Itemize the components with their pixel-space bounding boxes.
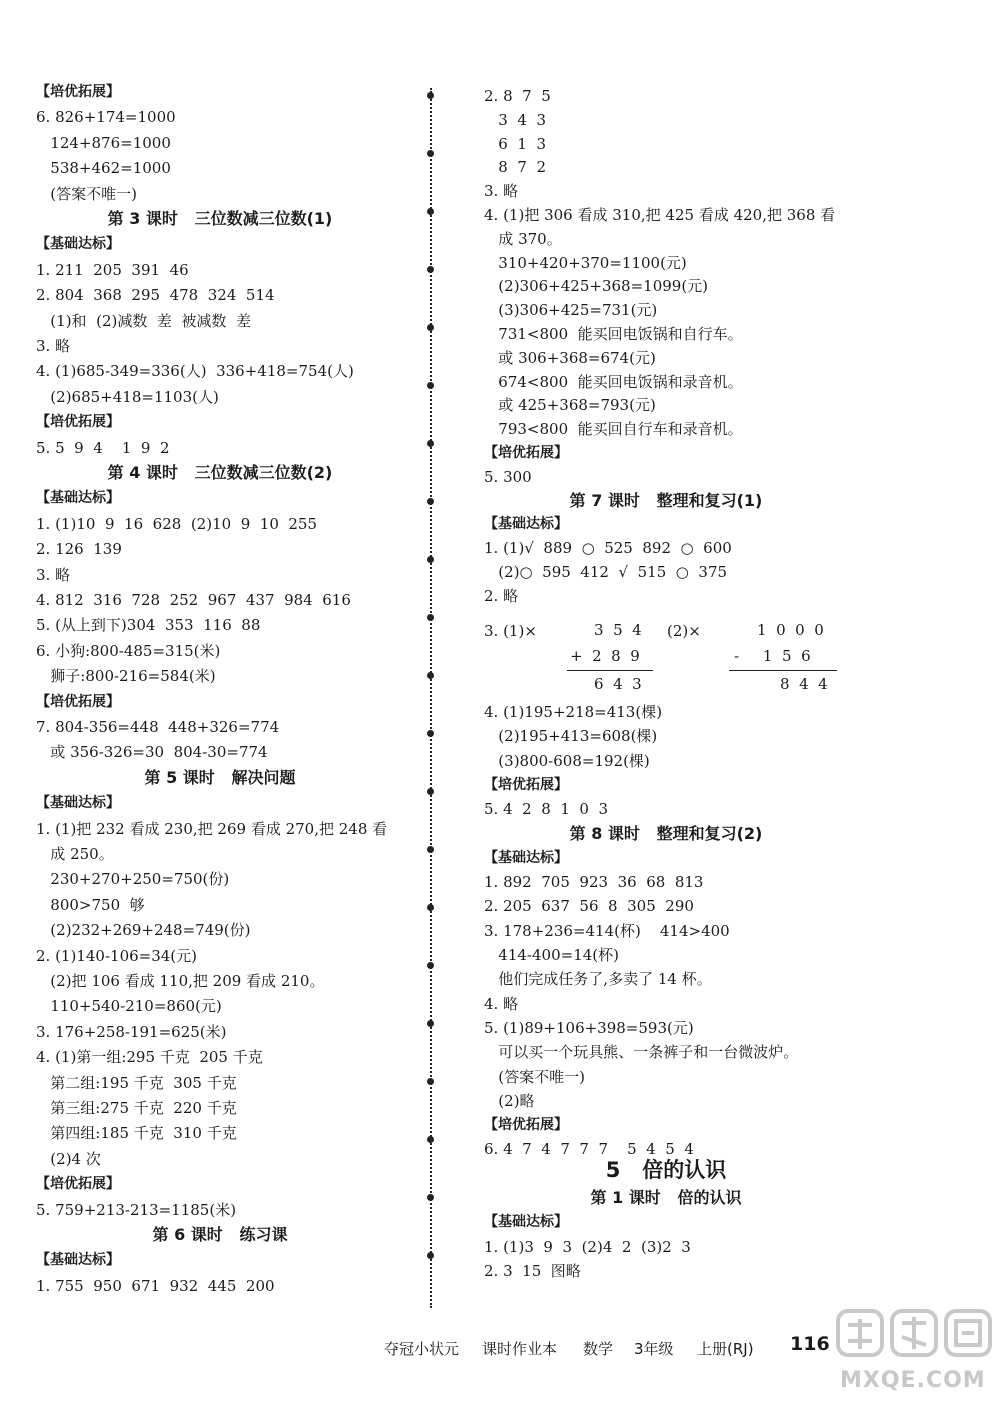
- answer-line: 3 4 3: [484, 110, 547, 129]
- lesson-heading: 第 8 课时 整理和复习(2): [569, 823, 763, 843]
- calc-left-addend: + 2 8 9: [570, 647, 640, 665]
- footer-brand: 夺冠小状元: [384, 1340, 460, 1358]
- divider-dot: [427, 614, 434, 621]
- section-heading: 【培优拓展】: [36, 84, 120, 100]
- section-heading: 【基础达标】: [484, 849, 568, 866]
- answer-line: (2)232+269+248=749(份): [36, 921, 251, 940]
- answer-line: (2)685+418=1103(人): [36, 387, 219, 406]
- divider-dot: [427, 266, 434, 273]
- answer-line: 他们完成任务了,多卖了 14 杯。: [484, 970, 712, 989]
- answer-line: (2)○ 595 412 √ 515 ○ 375: [484, 563, 728, 581]
- answer-line: 2. 804 368 295 478 324 514: [36, 286, 275, 305]
- section-heading: 【基础达标】: [484, 1214, 568, 1231]
- answer-line: 1. (1)√ 889 ○ 525 892 ○ 600: [484, 539, 732, 558]
- answer-line: 110+540-210=860(元): [36, 997, 222, 1016]
- answer-line: 800>750 够: [36, 895, 145, 914]
- answer-line: 6. 4 7 4 7 7 7 5 4 5 4: [484, 1140, 694, 1159]
- calc-right-result: 8 4 4: [780, 675, 828, 693]
- answer-line: 2. 8 7 5: [484, 87, 551, 105]
- answer-line: 成 370。: [484, 229, 562, 248]
- answer-line: 2. 略: [484, 586, 519, 605]
- divider-dot: [427, 962, 434, 969]
- answer-line: 或 425+368=793(元): [484, 396, 656, 415]
- section-heading: 【培优拓展】: [484, 776, 568, 793]
- answer-line: (3)306+425=731(元): [484, 301, 658, 320]
- answer-line: 3. 略: [36, 565, 71, 584]
- footer-grade: 3年级: [634, 1340, 674, 1358]
- answer-line: (答案不唯一): [36, 184, 138, 203]
- answer-line: 4. 812 316 728 252 967 437 984 616: [36, 591, 351, 609]
- answer-line: 6. 826+174=1000: [36, 108, 176, 127]
- answer-line: 230+270+250=750(份): [36, 870, 230, 889]
- divider-dot: [427, 730, 434, 737]
- lesson-heading: 第 1 课时 倍的认识: [590, 1188, 742, 1207]
- answer-line: 2. (1)140-106=34(元): [36, 946, 198, 965]
- answer-line: (2)4 次: [36, 1149, 101, 1168]
- answer-line: 2. 126 139: [36, 540, 122, 559]
- calc-left-top: 3 5 4: [594, 621, 642, 639]
- answer-line: (2)把 106 看成 110,把 209 看成 210。: [36, 972, 325, 990]
- section-heading: 【培优拓展】: [36, 414, 120, 431]
- answer-line: 538+462=1000: [36, 159, 171, 178]
- answer-line: 5. 300: [484, 467, 532, 486]
- answer-line: (2)略: [484, 1091, 535, 1110]
- answer-line: 2. 3 15 图略: [484, 1261, 581, 1280]
- answer-line: 1. 211 205 391 46: [36, 260, 189, 279]
- section-heading: 【基础达标】: [36, 1252, 120, 1269]
- divider-dot: [427, 440, 434, 447]
- answer-line: 3. 178+236=414(杯) 414>400: [484, 921, 730, 940]
- lesson-heading: 第 4 课时 三位数减三位数(2): [107, 463, 333, 482]
- answer-line: (2)195+413=608(棵): [484, 727, 658, 746]
- divider-dot: [427, 92, 434, 99]
- answer-line: (2)306+425+368=1099(元): [484, 277, 709, 296]
- answer-line: (答案不唯一): [484, 1067, 586, 1086]
- divider-dot: [427, 904, 434, 911]
- answer-line: (3)800-608=192(棵): [484, 751, 650, 770]
- lesson-heading: 5 倍的认识: [605, 1157, 727, 1182]
- calc-left-result: 6 4 3: [594, 675, 642, 693]
- answer-line: 1. 755 950 671 932 445 200: [36, 1276, 275, 1295]
- divider-dot: [427, 324, 434, 331]
- footer-volume: 上册(RJ): [697, 1340, 754, 1358]
- section-heading: 【培优拓展】: [484, 1117, 568, 1134]
- answer-line: 第三组:275 千克 220 千克: [36, 1099, 237, 1117]
- watermark-text: MXQE.COM: [840, 1368, 986, 1393]
- divider-dot: [427, 208, 434, 215]
- answer-line: 3. 略: [484, 182, 519, 201]
- footer-book: 课时作业本: [482, 1340, 558, 1358]
- divider-dot: [427, 150, 434, 157]
- answer-line: 4. (1)把 306 看成 310,把 425 看成 420,把 368 看: [484, 206, 836, 224]
- answer-line: 狮子:800-216=584(米): [36, 667, 216, 686]
- lesson-heading: 第 6 课时 练习课: [152, 1225, 288, 1244]
- section-heading: 【基础达标】: [36, 795, 120, 812]
- answer-line: 5. 4 2 8 1 0 3: [484, 800, 609, 819]
- answer-line: 7. 804-356=448 448+326=774: [36, 718, 280, 736]
- answer-line: 1. (1)把 232 看成 230,把 269 看成 270,把 248 看: [36, 819, 388, 838]
- lesson-heading: 第 3 课时 三位数减三位数(1): [107, 209, 333, 228]
- answer-line: 1. (1)3 9 3 (2)4 2 (3)2 3: [484, 1237, 691, 1256]
- divider-dot: [427, 556, 434, 563]
- answer-line: 或 306+368=674(元): [484, 348, 656, 367]
- footer-subject: 数学: [583, 1340, 614, 1358]
- divider-dot: [427, 846, 434, 853]
- answer-line: 5. 5 9 4 1 9 2: [36, 438, 170, 457]
- divider-dot: [427, 1194, 434, 1201]
- section-heading: 【基础达标】: [36, 490, 120, 507]
- section-heading: 【基础达标】: [36, 236, 120, 253]
- lesson-heading: 第 5 课时 解决问题: [144, 767, 296, 787]
- answer-line: 5. 759+213-213=1185(米): [36, 1200, 237, 1219]
- answer-line: (1)和 (2)减数 差 被减数 差: [36, 311, 251, 330]
- answer-line: 4. 略: [484, 994, 519, 1013]
- divider-dot: [427, 382, 434, 389]
- answer-line: 6. 小狗:800-485=315(米): [36, 641, 221, 660]
- calc-right-subtrahend: - 1 5 6: [734, 647, 811, 665]
- answer-line: 3. 略: [36, 337, 71, 355]
- answer-line: 或 356-326=30 804-30=774: [36, 743, 268, 762]
- answer-line: 6 1 3: [484, 134, 547, 153]
- answer-line: 3. 176+258-191=625(米): [36, 1022, 227, 1041]
- page-number: 116: [790, 1333, 830, 1355]
- answer-line: 第四组:185 千克 310 千克: [36, 1124, 237, 1143]
- answer-line: 5. (1)89+106+398=593(元): [484, 1018, 694, 1037]
- answer-line: 793<800 能买回自行车和录音机。: [484, 420, 743, 439]
- answer-line: 8 7 2: [484, 158, 547, 177]
- answer-line: 2. 205 637 56 8 305 290: [484, 897, 694, 916]
- divider-dot: [427, 1136, 434, 1143]
- calc-left-rule: [567, 670, 653, 671]
- calc-left-label: 3. (1)×: [484, 622, 537, 640]
- lesson-heading: 第 7 课时 整理和复习(1): [569, 490, 763, 510]
- answer-line: 1. 892 705 923 36 68 813: [484, 873, 704, 892]
- answer-line: 1. (1)10 9 16 628 (2)10 9 10 255: [36, 514, 318, 533]
- divider-dot: [427, 672, 434, 679]
- section-heading: 【培优拓展】: [36, 1176, 120, 1193]
- answer-line: 第二组:195 千克 305 千克: [36, 1073, 237, 1092]
- answer-line: 5. (从上到下)304 353 116 88: [36, 616, 261, 635]
- section-heading: 【培优拓展】: [36, 693, 120, 710]
- calc-right-top: 1 0 0 0: [757, 621, 824, 639]
- divider-dot: [427, 1078, 434, 1085]
- answer-line: 674<800 能买回电饭锅和录音机。: [484, 372, 743, 391]
- answer-line: 731<800 能买回电饭锅和自行车。: [484, 325, 743, 343]
- answer-line: 4. (1)第一组:295 千克 205 千克: [36, 1048, 263, 1067]
- answer-line: 310+420+370=1100(元): [484, 253, 687, 272]
- divider-dot: [427, 1020, 434, 1027]
- calc-right-label: (2)×: [667, 622, 701, 640]
- answer-line: 124+876=1000: [36, 133, 171, 152]
- answer-line: 可以买一个玩具熊、一条裤子和一台微波炉。: [484, 1043, 799, 1062]
- divider-dot: [427, 788, 434, 795]
- divider-dot: [427, 1252, 434, 1259]
- section-heading: 【培优拓展】: [484, 445, 568, 461]
- answer-line: 414-400=14(杯): [484, 946, 619, 964]
- calc-right-rule: [729, 670, 837, 671]
- section-heading: 【基础达标】: [484, 516, 568, 533]
- answer-line: 4. (1)685-349=336(人) 336+418=754(人): [36, 362, 354, 381]
- answer-line: 成 250。: [36, 845, 114, 863]
- answer-line: 4. (1)195+218=413(棵): [484, 703, 663, 721]
- divider-dot: [427, 498, 434, 505]
